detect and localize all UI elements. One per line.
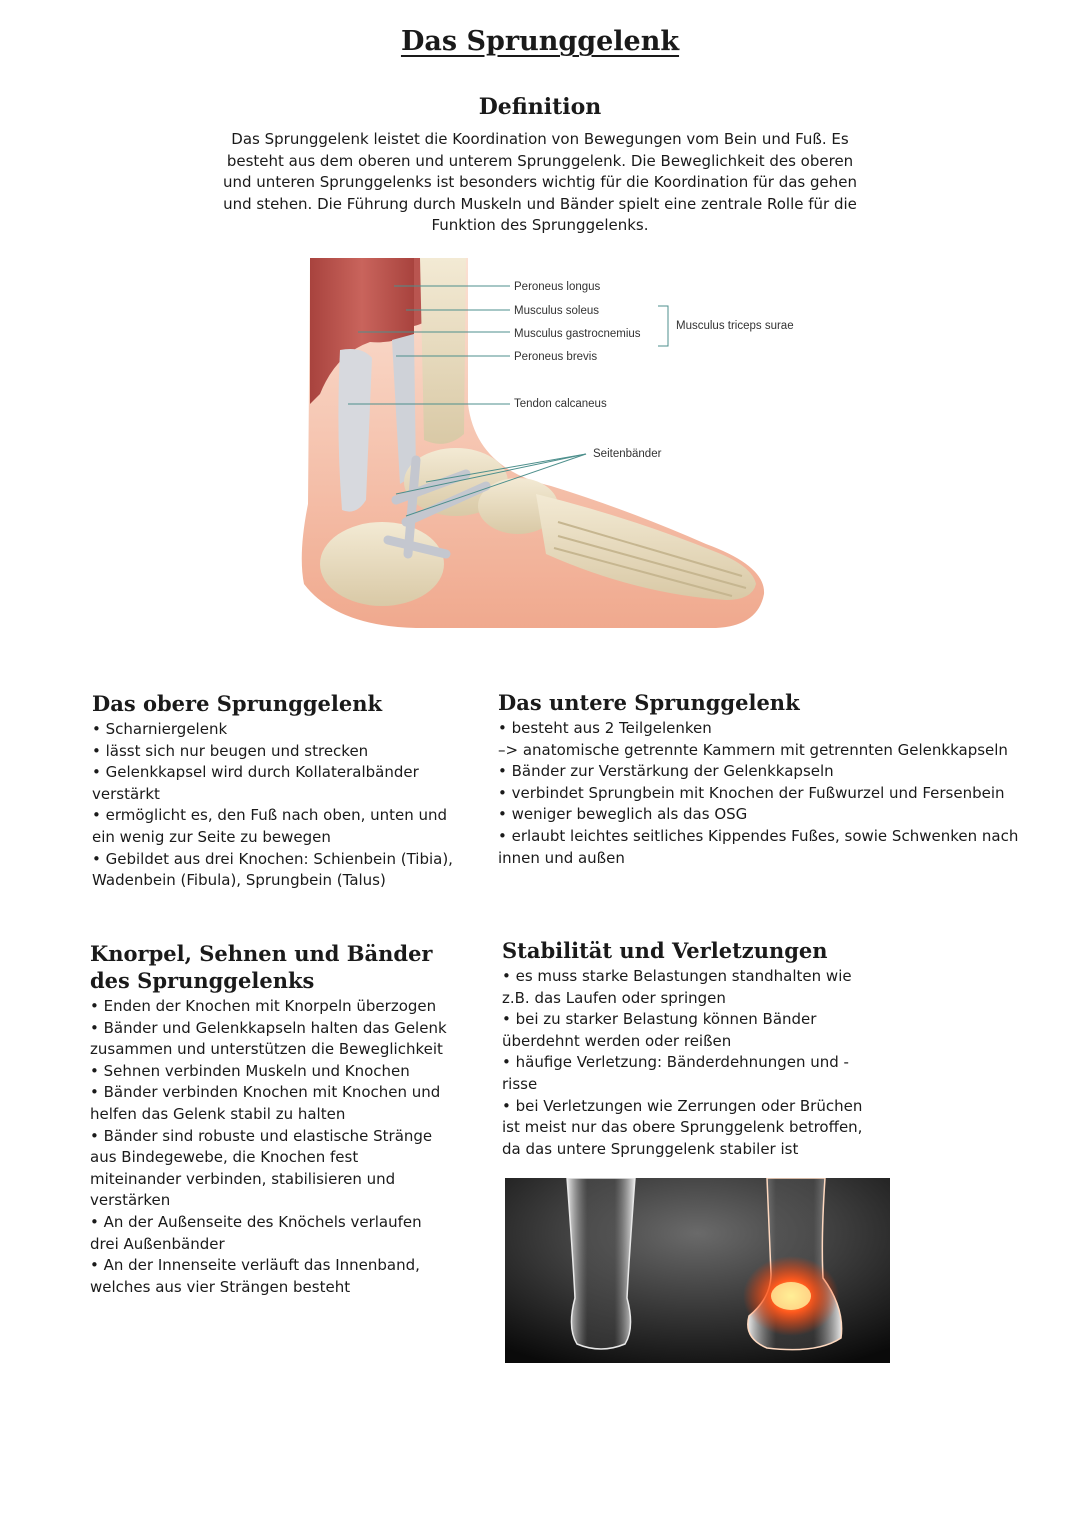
page-title: Das Sprunggelenk xyxy=(400,26,680,57)
section-stabilitaet-verletzungen xyxy=(502,937,882,1160)
list-item: • bei zu starker Belastung können Bänder überdehnt werden oder reißen xyxy=(502,1010,817,1050)
list-item: • Bänder und Gelenkkapseln halten das Gelenk zusammen und unterstützen die Beweglichkeit xyxy=(90,1018,447,1059)
list-item: • An der Innenseite verläuft das Innenband, welches aus vier Strängen besteht xyxy=(90,1256,420,1296)
definition-heading: Definition xyxy=(478,94,602,120)
label-peroneus-longus: Peroneus longus xyxy=(514,281,601,293)
list-item: • An der Außenseite des Knöchels verlaufen drei Außenbänder xyxy=(90,1212,422,1253)
list-item: • Scharniergelenk xyxy=(92,720,228,738)
list-item: –> anatomische getrennte Kammern mit getrennten Gelenkkapseln xyxy=(498,740,1008,759)
list-item: • weniger beweglich als das OSG xyxy=(498,805,748,824)
section-heading: Das obere Sprunggelenk xyxy=(92,691,383,716)
section-untere-sprunggelenk xyxy=(498,689,1038,869)
calcaneus-bone xyxy=(320,522,444,606)
list-item: • verbindet Sprungbein mit Knochen der Fußwurzel und Fersenbein xyxy=(498,783,1005,802)
list-item: • bei Verletzungen wie Zerrungen oder Brüchen ist meist nur das obere Sprunggelenk betroffen, da das untere Sprunggelenk stabiler ist xyxy=(502,1096,863,1158)
ankle-anatomy-illustration xyxy=(296,254,816,634)
section-heading: Knorpel, Sehnen und Bänder des Sprunggelenks xyxy=(90,941,433,993)
section-knorpel-sehnen-baender xyxy=(90,940,450,1298)
list-item: • Enden der Knochen mit Knorpeln überzogen xyxy=(90,997,437,1015)
definition-text: Das Sprunggelenk leistet die Koordination von Bewegungen vom Bein und Fuß. Es besteht aus dem oberen und unterem Sprunggelenk. Die Beweglichkeit des oberen und unteren Sprunggelenks ist besonders wichtig für die Koordination für das gehen und stehen. Die Führung durch Muskeln und Bänder spielt eine zentrale Rolle für die Funktion des Sprunggelenks. xyxy=(223,130,857,235)
label-triceps-surae: Musculus triceps surae xyxy=(676,320,794,332)
list-item: • erlaubt leichtes seitliches Kippendes Fußes, sowie Schwenken nach innen und außen xyxy=(498,826,1019,867)
list-item: • es muss starke Belastungen standhalten wie z.B. das Laufen oder springen xyxy=(502,967,852,1007)
section-obere-sprunggelenk xyxy=(92,690,457,892)
list-item: • Sehnen verbinden Muskeln und Knochen xyxy=(90,1061,410,1080)
label-musculus-soleus: Musculus soleus xyxy=(514,305,600,317)
section-heading: Stabilität und Verletzungen xyxy=(502,938,828,963)
list-item: • Gebildet aus drei Knochen: Schienbein (Tibia), Wadenbein (Fibula), Sprungbein (Talus) xyxy=(92,849,453,890)
ankle-injury-illustration xyxy=(505,1178,890,1363)
list-item: • Bänder sind robuste und elastische Stränge aus Bindegewebe, die Knochen fest miteinander verbinden, stabilisieren und verstärken xyxy=(90,1126,433,1210)
label-tendon-calcaneus: Tendon calcaneus xyxy=(514,398,607,410)
list-item: • häufige Verletzung: Bänderdehnungen und -risse xyxy=(502,1053,849,1093)
list-item: • Bänder zur Verstärkung der Gelenkkapseln xyxy=(498,762,834,781)
list-item: • lässt sich nur beugen und strecken xyxy=(92,741,369,760)
list-item: • Gelenkkapsel wird durch Kollateralbänder verstärkt xyxy=(92,763,419,803)
list-item: • besteht aus 2 Teilgelenken xyxy=(498,719,712,737)
healthy-leg xyxy=(567,1178,635,1349)
list-item: • Bänder verbinden Knochen mit Knochen und helfen das Gelenk stabil zu halten xyxy=(90,1083,441,1123)
label-musculus-gastrocnemius: Musculus gastrocnemius xyxy=(514,328,641,340)
section-heading: Das untere Sprunggelenk xyxy=(498,690,800,715)
label-peroneus-brevis: Peroneus brevis xyxy=(514,351,598,363)
label-seitenbaender: Seitenbänder xyxy=(593,448,662,460)
list-item: • ermöglicht es, den Fuß nach oben, unten und ein wenig zur Seite zu bewegen xyxy=(92,806,448,846)
